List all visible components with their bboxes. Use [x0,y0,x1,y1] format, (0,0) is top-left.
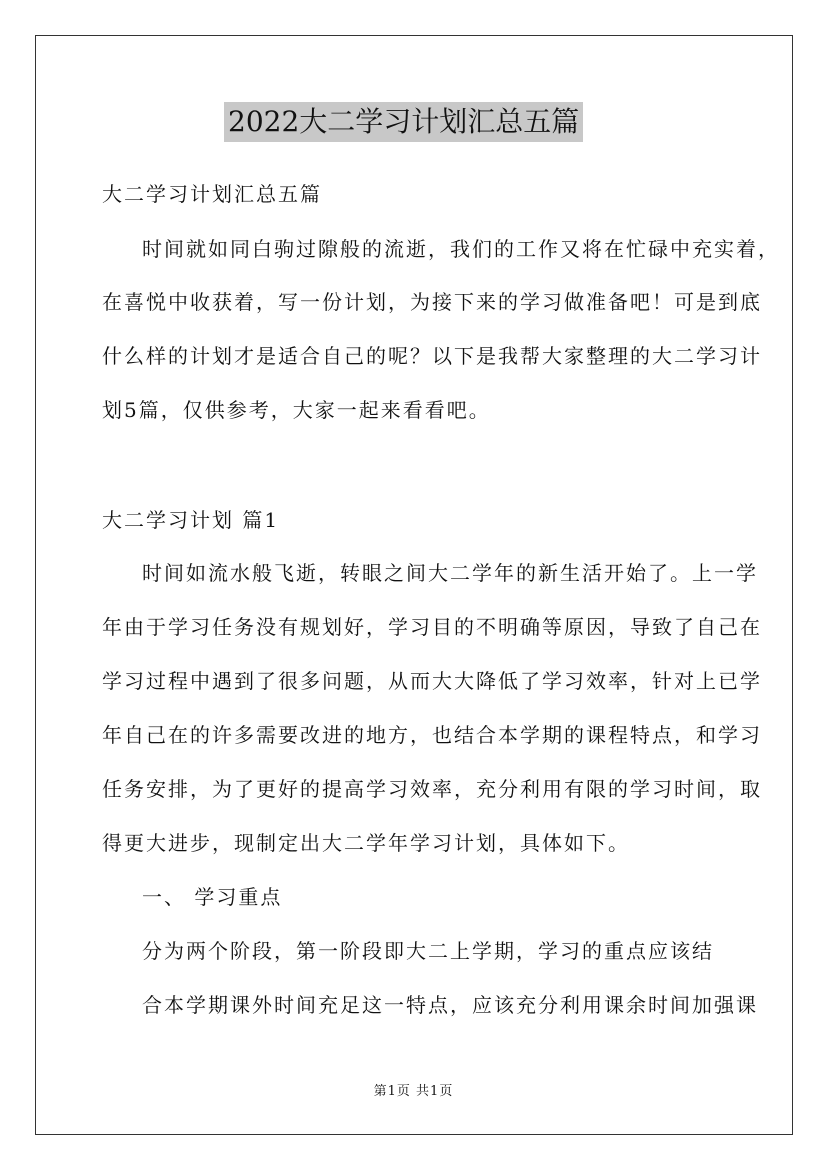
document-title: 2022大二学习计划汇总五篇 [224,102,583,142]
paragraph-line: 分为两个阶段，第一阶段即大二上学期，学习的重点应该结 [142,939,714,963]
paragraph-line: 得更大进步，现制定出大二学年学习计划，具体如下。 [102,831,630,855]
paragraph-line: 任务安排，为了更好的提高学习效率，充分利用有限的学习时间，取 [102,777,762,801]
paragraph-line: 时间如流水般飞逝，转眼之间大二学年的新生活开始了。上一学 [142,561,758,585]
paragraph-line: 学习过程中遇到了很多问题，从而大大降低了学习效率，针对上已学 [102,669,762,693]
paragraph-line: 年由于学习任务没有规划好，学习目的不明确等原因，导致了自己在 [102,615,762,639]
section-heading-part1: 大二学习计划 篇1 [102,508,280,532]
page-footer: 第1页 共1页 [373,1084,454,1099]
subsection-heading: 一、 学习重点 [142,885,283,909]
section-heading-intro: 大二学习计划汇总五篇 [102,182,322,206]
paragraph-line: 什么样的计划才是适合自己的呢？以下是我帮大家整理的大二学习计 [102,344,762,368]
paragraph-line: 年自己在的许多需要改进的地方，也结合本学期的课程特点，和学习 [102,723,762,747]
paragraph-line: 划5篇，仅供参考，大家一起来看看吧。 [102,398,491,422]
paragraph-line: 在喜悦中收获着，写一份计划，为接下来的学习做准备吧！可是到底 [102,290,762,314]
paragraph-line: 时间就如同白驹过隙般的流逝，我们的工作又将在忙碌中充实着， [142,237,780,261]
paragraph-line: 合本学期课外时间充足这一特点，应该充分利用课余时间加强课 [142,993,758,1017]
